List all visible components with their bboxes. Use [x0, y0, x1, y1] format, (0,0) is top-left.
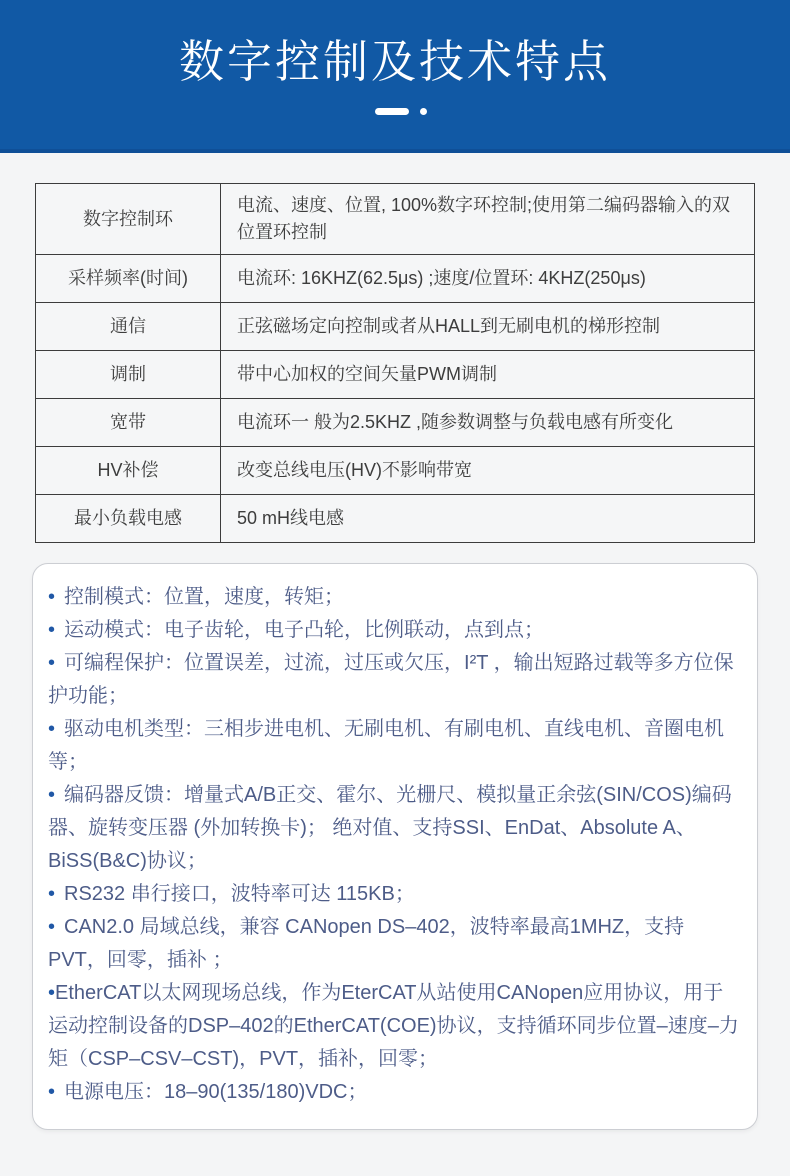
spec-label: HV补偿: [36, 447, 221, 494]
spec-table: [35, 183, 755, 543]
title-underline: [375, 108, 427, 115]
list-item: [48, 977, 743, 1076]
table-row: [36, 303, 754, 351]
spec-value: 电流环: 16KHZ(62.5μs) ;速度/位置环: 4KHZ(250μs): [237, 268, 646, 288]
feature-text: CAN2.0 局域总线，兼容 CANopen DS–402，波特率最高1MHZ，支持PVT，回零，插补 ；: [48, 916, 685, 971]
feature-text: 编码器反馈：增量式A/B正交、霍尔、光栅尺、模拟量正余弦(SIN/COS)编码器、旋转变压器 (外加转换卡)； 绝对值、支持SSI、EnDat、Absolute A、BiSS(B&C)协议；: [48, 784, 732, 872]
list-item: [48, 713, 743, 779]
list-item: [48, 878, 743, 911]
spec-value: 带中心加权的空间矢量PWM调制: [237, 364, 497, 384]
bullet-icon: •: [48, 1081, 56, 1103]
list-item: [48, 581, 743, 614]
spec-label: 数字控制环: [36, 184, 221, 254]
spec-label: 宽带: [36, 399, 221, 446]
spec-label: 调制: [36, 351, 221, 398]
bullet-icon: •: [48, 916, 56, 938]
bullet-icon: •: [48, 586, 56, 608]
table-row: [36, 184, 754, 255]
feature-text: EtherCAT以太网现场总线，作为EterCAT从站使用CANopen应用协议，用于运动控制设备的DSP–402的EtherCAT(COE)协议，支持循环同步位置–速度–力矩（CSP–CSV–CST)，PVT，插补，回零；: [48, 982, 739, 1070]
page-title: 数字控制及技术特点: [178, 35, 611, 87]
table-row: [36, 495, 754, 542]
table-row: [36, 255, 754, 303]
bullet-icon: •: [48, 619, 56, 641]
bullet-icon: •: [48, 982, 56, 1004]
bullet-icon: •: [48, 652, 56, 674]
spec-value: 50 mH线电感: [237, 508, 345, 528]
list-item: [48, 614, 743, 647]
feature-text: 可编程保护：位置误差，过流，过压或欠压，I²T ，输出短路过载等多方位保护功能；: [48, 652, 734, 707]
header-banner: [0, 0, 790, 153]
table-row: [36, 447, 754, 495]
bullet-icon: •: [48, 784, 56, 806]
feature-text: 驱动电机类型：三相步进电机、无刷电机、有刷电机、直线电机、音圈电机等；: [48, 718, 725, 773]
feature-text: 控制模式：位置，速度，转矩；: [64, 586, 345, 608]
underline-dot-icon: [420, 108, 427, 115]
underline-dash-icon: [375, 108, 409, 115]
bullet-icon: •: [48, 718, 56, 740]
list-item: [48, 911, 743, 977]
feature-text: 运动模式：电子齿轮，电子凸轮，比例联动，点到点；: [64, 619, 545, 641]
spec-value: 电流、速度、位置, 100%数字环控制;使用第二编码器输入的双位置环控制: [237, 195, 731, 242]
list-item: [48, 1076, 743, 1109]
spec-label: 最小负载电感: [36, 495, 221, 542]
list-item: [48, 779, 743, 878]
feature-text: RS232 串行接口，波特率可达 115KB；: [64, 883, 415, 905]
spec-value: 正弦磁场定向控制或者从HALL到无刷电机的梯形控制: [237, 316, 661, 336]
bullet-icon: •: [48, 883, 56, 905]
spec-value: 改变总线电压(HV)不影响带宽: [237, 460, 472, 480]
table-row: [36, 351, 754, 399]
spec-label: 通信: [36, 303, 221, 350]
spec-label: 采样频率(时间): [36, 255, 221, 302]
list-item: [48, 647, 743, 713]
feature-text: 电源电压：18–90(135/180)VDC；: [64, 1081, 368, 1103]
spec-value: 电流环一 般为2.5KHZ ,随参数调整与负载电感有所变化: [237, 412, 674, 432]
table-row: [36, 399, 754, 447]
features-card: [32, 563, 758, 1130]
